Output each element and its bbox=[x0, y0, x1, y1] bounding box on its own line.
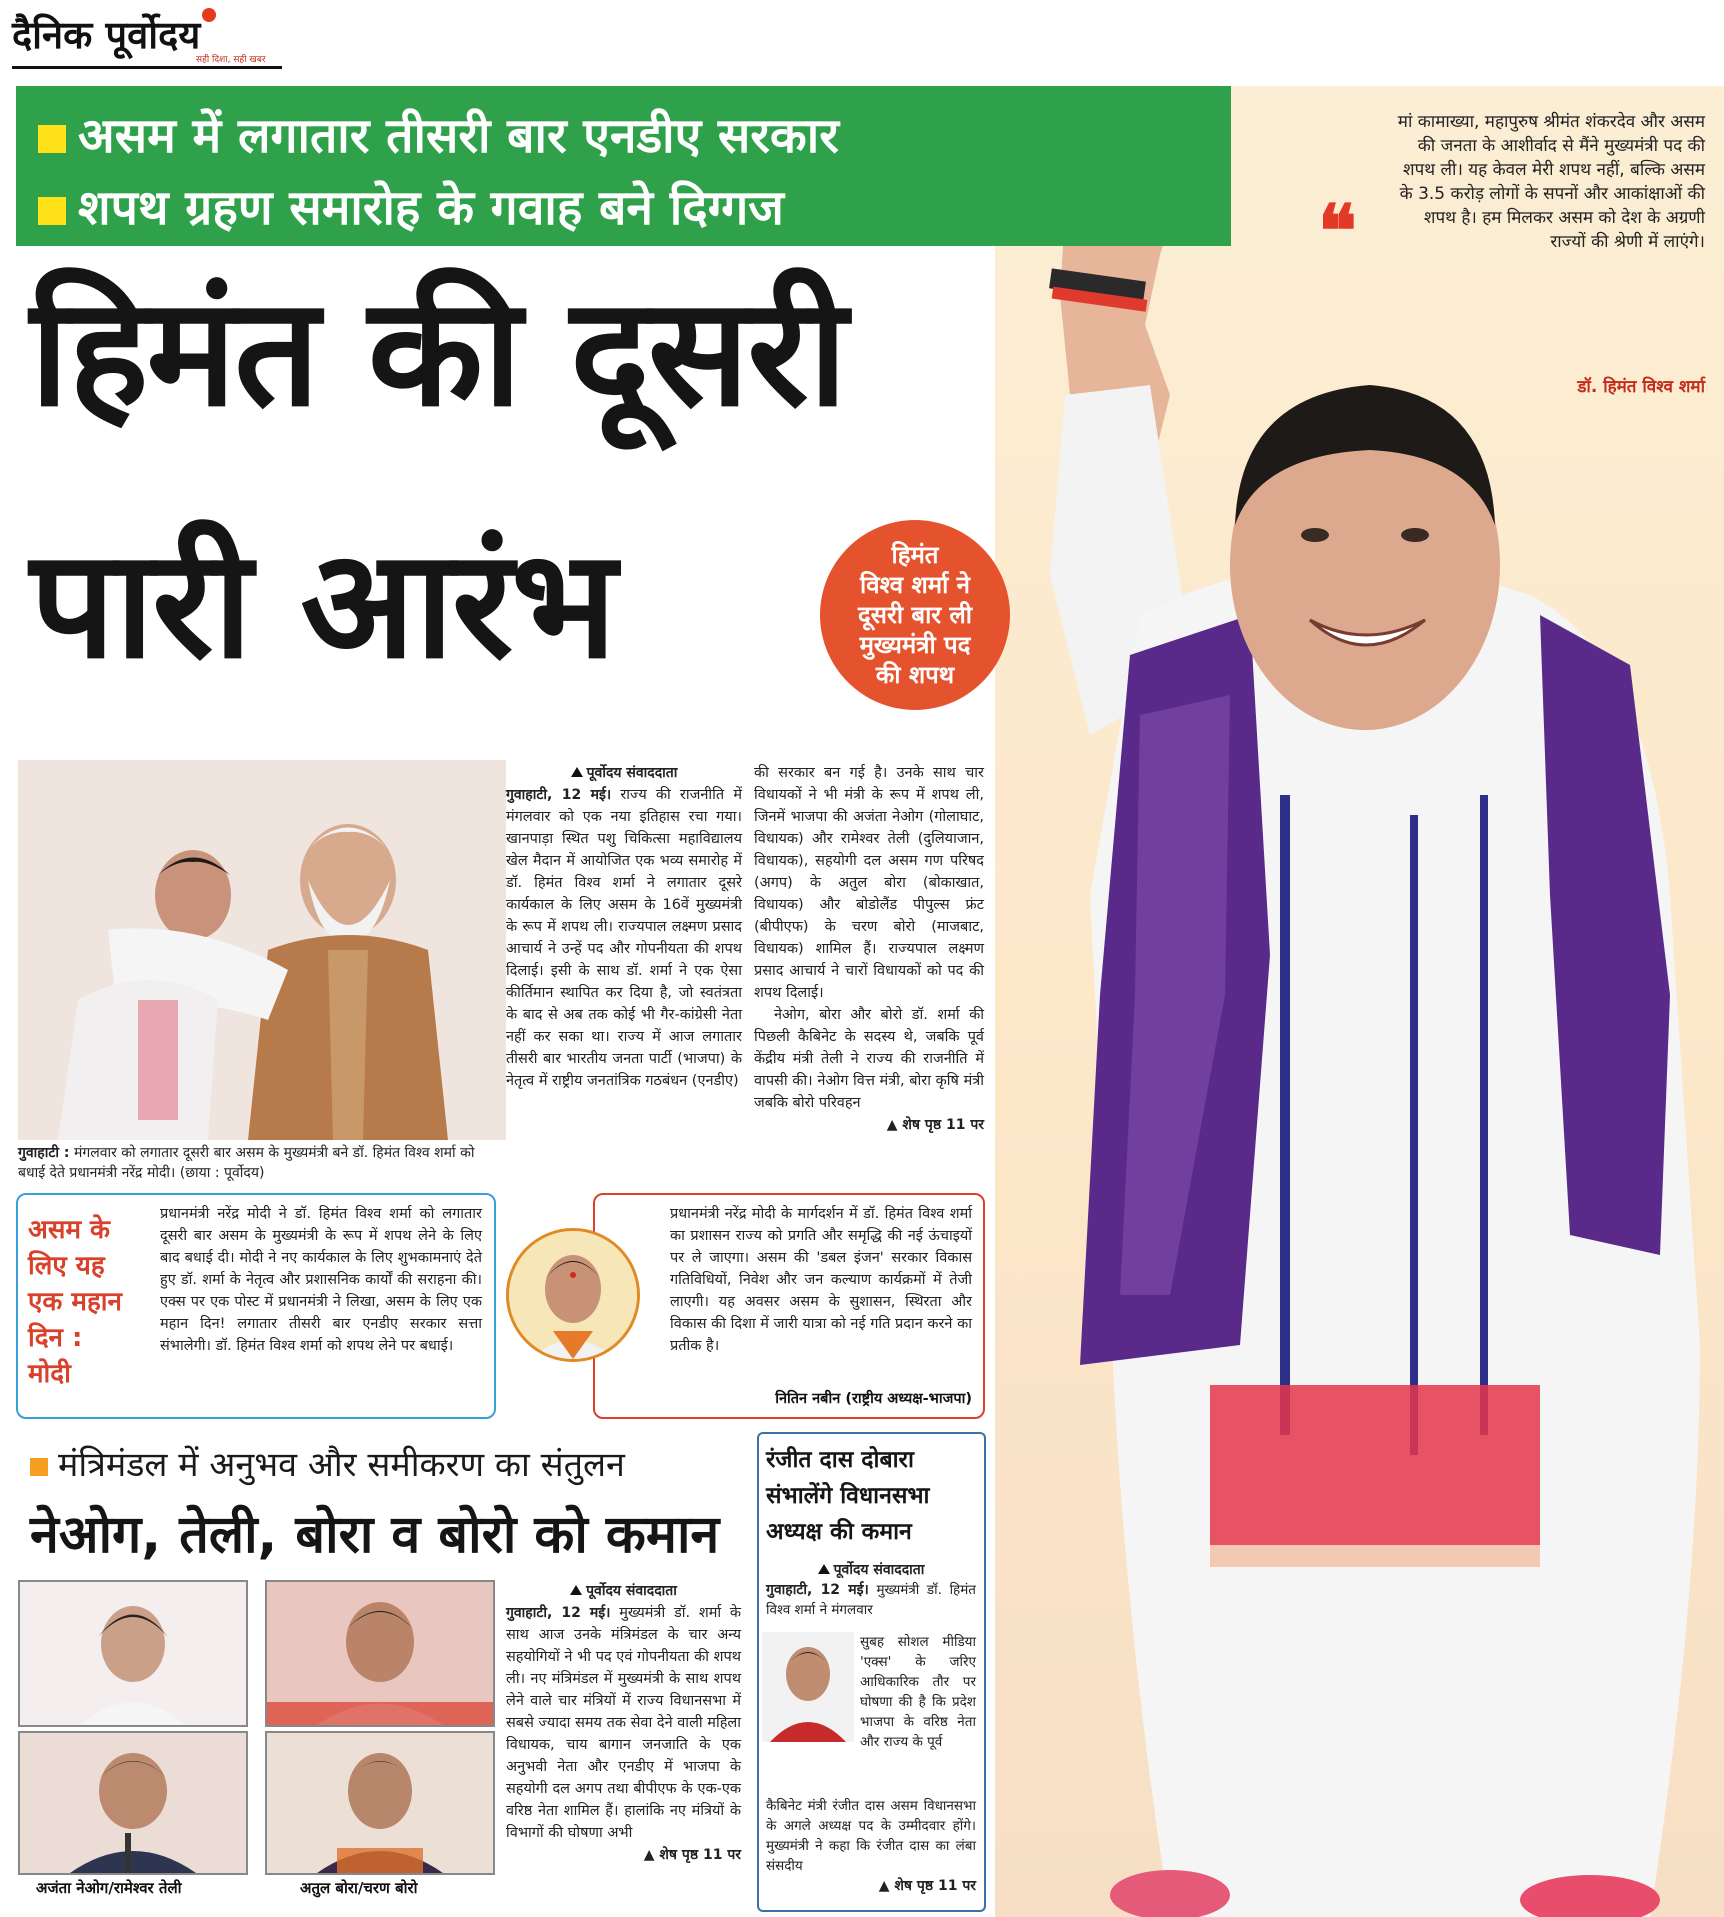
nabin-box-author: नितिन नबीन (राष्ट्रीय अध्यक्ष-भाजपा) bbox=[775, 1391, 972, 1407]
cabinet-headline: नेओग, तेली, बोरा व बोरो को कमान bbox=[30, 1505, 720, 1565]
masthead-dot-icon bbox=[202, 8, 216, 22]
ranjit-side-text: सुबह सोशल मीडिया 'एक्स' के जरिए आधिकारिक तौर पर घोषणा की है कि प्रदेश भाजपा के वरिष्ठ नेता और राज्य के पूर्व bbox=[860, 1634, 976, 1750]
nitin-nabin-avatar bbox=[506, 1228, 640, 1362]
oath-badge bbox=[820, 520, 1010, 710]
photo-caption bbox=[18, 1143, 506, 1183]
modi-title-line: मोदी bbox=[28, 1359, 71, 1389]
rameswar-illustration bbox=[267, 1582, 493, 1725]
ranjit-bottom bbox=[766, 1796, 976, 1896]
masthead-rule bbox=[12, 66, 282, 69]
article-col2-para-1: की सरकार बन गई है। उनके साथ चार विधायकों ने भी मंत्री के रूप में शपथ ली, जिनमें भाजपा की अजंता नेओग (गोलाघाट, विधायक) और रामेश्वर तेली (दुलियाजान, विधायक), सहयोगी दल असम गण परिषद (अगप) के अतुल बोरा (बोकाखात, विधायक) और बोडोलैंड पीपुल्स फ्रंट (बीपीएफ) के चरण बोरो (माजबाट, विधायक) शामिल हैं। राज्यपाल लक्ष्मण प्रसाद आचार्य ने चारों विधायकों को पद की शपथ दिलाई। bbox=[754, 765, 984, 1001]
byline-triangle-icon bbox=[571, 767, 583, 777]
main-headline-line-2: पारी आरंभ bbox=[30, 518, 615, 692]
charan-illustration bbox=[267, 1733, 493, 1873]
ranjit-continued-link[interactable]: ▲ शेष पृष्ठ 11 पर bbox=[878, 1878, 976, 1894]
masthead-title: दैनिक पूर्वोदय bbox=[12, 8, 216, 60]
article-col-2 bbox=[754, 762, 984, 1136]
yellow-square-icon bbox=[38, 125, 66, 153]
ranjit-illustration bbox=[762, 1632, 854, 1742]
oath-badge-line: दूसरी बार ली bbox=[858, 601, 972, 629]
ranjit-photo bbox=[762, 1632, 854, 1742]
byline-triangle-icon bbox=[570, 1585, 582, 1595]
cm-quote-text: मां कामाख्या, महापुरुष श्रीमंत शंकरदेव और असम की जनता के आशीर्वाद से मैंने मुख्यमंत्री पद की शपथ ली। यह केवल मेरी शपथ नहीं, बल्कि असम के 3.5 करोड़ लोगों के सपनों और आकांक्षाओं की शपथ है। हम मिलकर असम को देश के अग्रणी राज्यों की श्रेणी में लाएंगे। bbox=[1397, 112, 1705, 252]
minister-photo-ajanta bbox=[18, 1580, 248, 1727]
ajanta-illustration bbox=[20, 1582, 246, 1725]
article-col-1 bbox=[506, 762, 742, 1092]
minister-caption-left: अजंता नेओग/रामेश्वर तेली bbox=[36, 1879, 182, 1897]
ranjit-text-bottom: कैबिनेट मंत्री रंजीत दास असम विधानसभा के अगले अध्यक्ष पद के उम्मीदवार होंगे। मुख्यमंत्री ने कहा कि रंजीत दास का लंबा संसदीय bbox=[766, 1798, 976, 1874]
cabinet-article bbox=[506, 1580, 741, 1866]
minister-caption-right: अतुल बोरा/चरण बोरो bbox=[300, 1879, 418, 1897]
minister-photo-atul bbox=[18, 1731, 248, 1875]
yellow-square-icon bbox=[38, 197, 66, 225]
banner-line-2: शपथ ग्रहण समारोह के गवाह बने दिग्गज bbox=[38, 174, 784, 239]
oath-badge-line: विश्व शर्मा ने bbox=[859, 571, 971, 599]
ranjit-article bbox=[766, 1560, 976, 1620]
ranjit-dateline: गुवाहाटी, 12 मई। bbox=[766, 1582, 869, 1598]
masthead-tagline: सही दिशा, सही खबर bbox=[196, 55, 266, 65]
cm-quote-author: डॉ. हिमंत विश्व शर्मा bbox=[1577, 377, 1705, 397]
modi-box-title bbox=[28, 1212, 148, 1392]
ranjit-text-top: मुख्यमंत्री डॉ. हिमंत विश्व शर्मा ने मंगलवार bbox=[766, 1582, 976, 1618]
modi-title-line: असम के bbox=[28, 1215, 111, 1245]
ranjit-title-line: संभालेंगे विधानसभा bbox=[766, 1483, 930, 1509]
quote-mark-icon: ❝ bbox=[1318, 188, 1357, 273]
orange-square-icon bbox=[30, 1458, 48, 1476]
ranjit-byline: पूर्वोदय संवाददाता bbox=[766, 1560, 976, 1580]
ranjit-box-title bbox=[766, 1442, 976, 1550]
banner-line-1: असम में लगातार तीसरी बार एनडीए सरकार bbox=[38, 102, 839, 167]
caption-text: मंगलवार को लगातार दूसरी बार असम के मुख्यमंत्री बने डॉ. हिमंत विश्व शर्मा को बधाई देते प्रधानमंत्री नरेंद्र मोदी। (छाया : पूर्वोदय) bbox=[18, 1145, 475, 1181]
article-dateline: गुवाहाटी, 12 मई। bbox=[506, 787, 612, 803]
byline-triangle-icon bbox=[818, 1564, 830, 1574]
article-col1-text: राज्य की राजनीति में मंगलवार को एक नया इतिहास रचा गया। खानपाड़ा स्थित पशु चिकित्सा महाविद्यालय खेल मैदान में आयोजित एक भव्य समारोह में डॉ. हिमंत विश्व शर्मा ने लगातार दूसरे कार्यकाल के लिए असम के 16वें मुख्यमंत्री के रूप में शपथ ली। राज्यपाल लक्ष्मण प्रसाद आचार्य ने उन्हें पद और गोपनीयता की शपथ दिलाई। इसी के साथ डॉ. शर्मा ने एक ऐसा कीर्तिमान स्थापित कर दिया है, जो स्वतंत्रता के बाद से अब तक कोई भी गैर-कांग्रेसी नेता नहीं कर सका था। राज्य में आज लगातार तीसरी बार भारतीय जनता पार्टी (भाजपा) के नेतृत्व में राष्ट्रीय जनतांत्रिक गठबंधन (एनडीए) bbox=[506, 787, 742, 1089]
cabinet-text: मुख्यमंत्री डॉ. शर्मा के साथ आज उनके मंत्रिमंडल के चार अन्य सहयोगियों ने भी पद एवं गोपनीयता की शपथ ली। नए मंत्रिमंडल में मुख्यमंत्री के साथ शपथ लेने वाले चार मंत्रियों में राज्य विधानसभा में सबसे ज्यादा समय तक सेवा देने वाली महिला विधायक, चाय बागान जनजाति के एक अनुभवी नेता और एनडीए में भाजपा के सहयोगी दल अगप तथा बीपीएफ के एक-एक वरिष्ठ नेता शामिल हैं। हालांकि नए मंत्रियों के विभागों की घोषणा अभी bbox=[506, 1605, 742, 1841]
oath-badge-line: मुख्यमंत्री पद bbox=[859, 631, 971, 659]
caption-place: गुवाहाटी : bbox=[18, 1145, 70, 1161]
article-continued-link[interactable]: ▲ शेष पृष्ठ 11 पर bbox=[886, 1117, 984, 1133]
ranjit-title-line: रंजीत दास दोबारा bbox=[766, 1447, 914, 1473]
cabinet-subhead: मंत्रिमंडल में अनुभव और समीकरण का संतुलन bbox=[30, 1440, 625, 1486]
cabinet-dateline: गुवाहाटी, 12 मई। bbox=[506, 1605, 611, 1621]
atul-illustration bbox=[20, 1733, 246, 1873]
cm-waving-photo bbox=[1010, 95, 1710, 1917]
oath-badge-line: की शपथ bbox=[875, 661, 955, 689]
modi-title-line: एक महान bbox=[28, 1287, 122, 1317]
cabinet-byline: पूर्वोदय संवाददाता bbox=[506, 1580, 741, 1602]
pm-greeting-illustration bbox=[18, 760, 506, 1140]
modi-title-line: दिन : bbox=[28, 1323, 83, 1353]
article-col2-para-2: नेओग, बोरा और बोरो डॉ. शर्मा की पिछली कैबिनेट के सदस्य थे, जबकि पूर्व केंद्रीय मंत्री तेली ने राज्य की राजनीति में वापसी की। नेओग वित्त मंत्री, बोरा कृषि मंत्री जबकि बोरो परिवहन bbox=[754, 1007, 984, 1111]
nabin-avatar-illustration bbox=[509, 1231, 637, 1359]
main-headline-line-1: हिमंत की दूसरी bbox=[30, 266, 846, 440]
pm-greeting-photo bbox=[18, 760, 506, 1140]
top-banner bbox=[16, 86, 1231, 246]
minister-photo-rameswar bbox=[265, 1580, 495, 1727]
ranjit-title-line: अध्यक्ष की कमान bbox=[766, 1519, 912, 1545]
nabin-box-text: प्रधानमंत्री नरेंद्र मोदी के मार्गदर्शन में डॉ. हिमंत विश्व शर्मा का प्रशासन राज्य को प्रगति और समृद्धि की नई ऊंचाइयों पर ले जाएगा। असम की 'डबल इंजन' सरकार विकास गतिविधियों, निवेश और जन कल्याण कार्यक्रमों में तेजी लाएगी। यह अवसर असम के सुशासन, स्थिरता और विकास की दिशा में जारी यात्रा को नई गति प्रदान करने का प्रतीक है। bbox=[670, 1206, 972, 1354]
modi-title-line: लिए यह bbox=[28, 1251, 105, 1281]
cabinet-continued-link[interactable]: ▲ शेष पृष्ठ 11 पर bbox=[643, 1847, 741, 1863]
minister-photo-charan bbox=[265, 1731, 495, 1875]
oath-badge-line: हिमंत bbox=[891, 541, 939, 569]
modi-box-text: प्रधानमंत्री नरेंद्र मोदी ने डॉ. हिमंत विश्व शर्मा को लगातार दूसरी बार असम के मुख्यमंत्री के रूप में शपथ लेने के लिए बाद बधाई दी। मोदी ने नए कार्यकाल के लिए शुभकामनाएं देते हुए डॉ. शर्मा के नेतृत्व और प्रशासनिक कार्यों की सराहना की। एक्स पर एक पोस्ट में प्रधानमंत्री ने लिखा, असम के लिए एक महान दिन! लगातार तीसरी बार एनडीए सरकार सत्ता संभालेगी। डॉ. हिमंत विश्व शर्मा को शपथ लेने पर बधाई। bbox=[160, 1206, 482, 1354]
article-byline: पूर्वोदय संवाददाता bbox=[506, 762, 742, 784]
